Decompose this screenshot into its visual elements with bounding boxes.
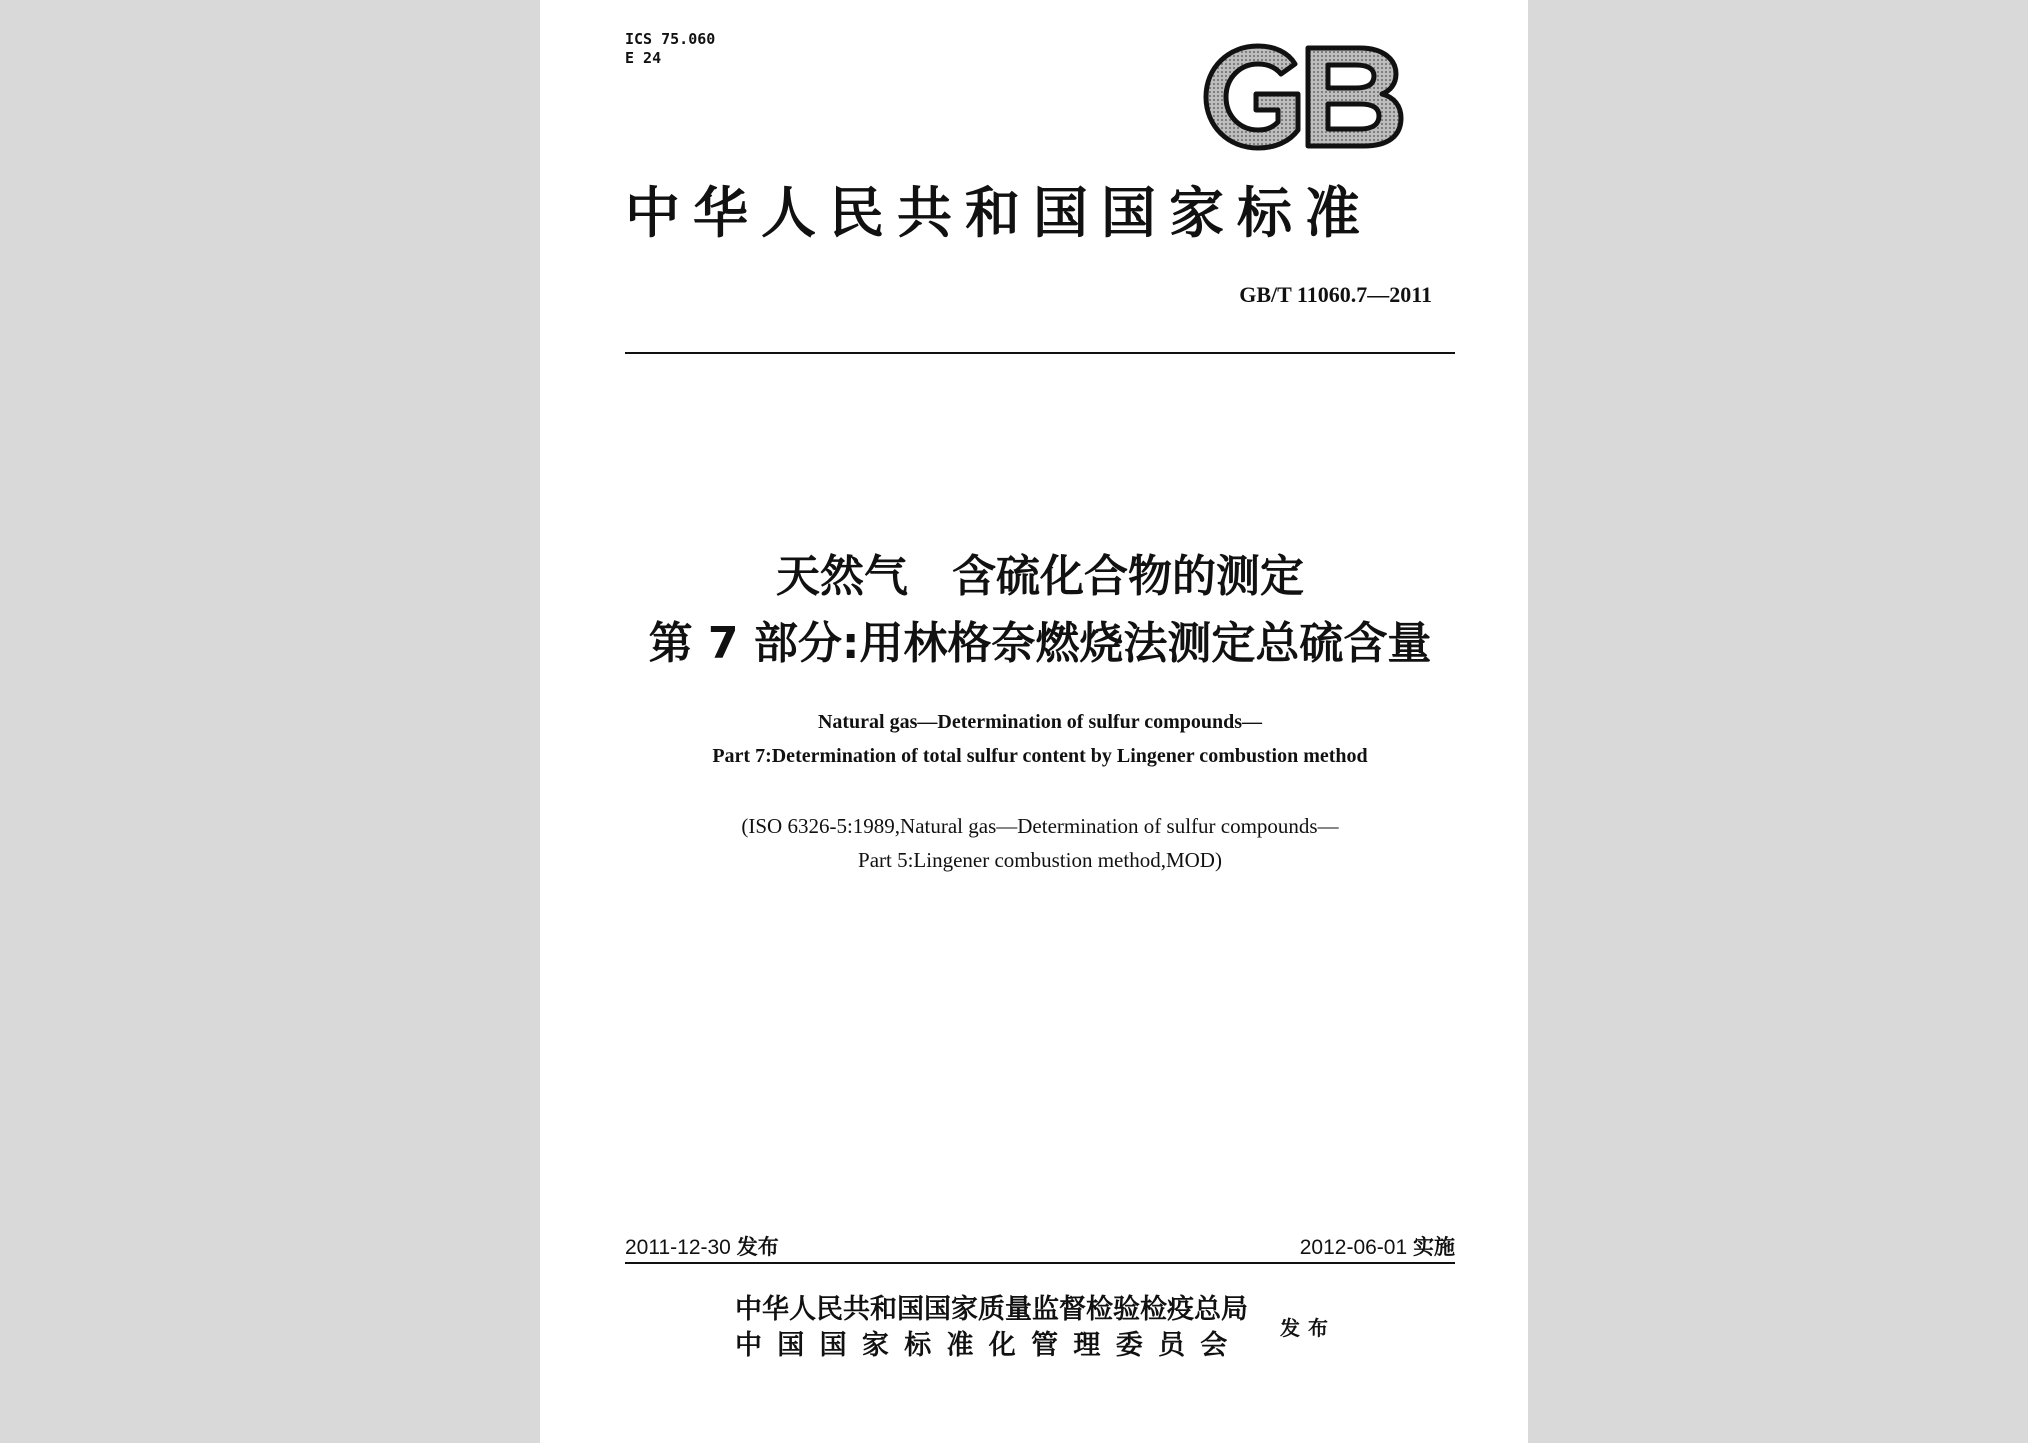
publish-date-block — [625, 1231, 779, 1261]
implement-date: 2012-06-01 — [1299, 1236, 1408, 1259]
chinese-title-line-2: 第 7 部分:用林格奈燃烧法测定总硫含量 — [648, 618, 1432, 669]
footer-divider — [625, 1262, 1455, 1264]
issuer-line-1: 中华人民共和国国家质量监督检验检疫总局 — [735, 1294, 1248, 1325]
iso-reference-line-1: (ISO 6326-5:1989,Natural gas—Determination of sulfur compounds— — [741, 814, 1339, 838]
ccs-code: E 24 — [625, 49, 662, 67]
english-title-line-2: Part 7:Determination of total sulfur content by Lingener combustion method — [712, 745, 1368, 767]
date-row — [625, 1231, 1455, 1261]
chinese-title-line-1: 天然气 含硫化合物的测定 — [776, 551, 1304, 602]
ics-code: ICS 75.060 — [625, 30, 716, 48]
publish-label: 发布 — [736, 1235, 779, 1259]
english-title-line-1: Natural gas—Determination of sulfur compounds— — [817, 711, 1263, 733]
classification-codes — [625, 30, 715, 68]
issuer-line-2: 中国国家标准化管理委员会 — [735, 1330, 1243, 1361]
header-divider — [625, 352, 1455, 354]
issue-action-label: 发布 — [1280, 1316, 1336, 1340]
publish-date: 2011-12-30 — [625, 1236, 731, 1259]
gb-standard-logo-icon — [1200, 42, 1405, 152]
implement-date-block — [1300, 1231, 1455, 1261]
iso-reference-line-2: Part 5:Lingener combustion method,MOD) — [858, 848, 1222, 872]
implement-label: 实施 — [1413, 1235, 1455, 1259]
standard-number: GB/T 11060.7—2011 — [1239, 282, 1432, 307]
document-page — [540, 0, 1528, 1443]
national-standard-title: 中华人民共和国国家标准 — [625, 180, 1374, 245]
